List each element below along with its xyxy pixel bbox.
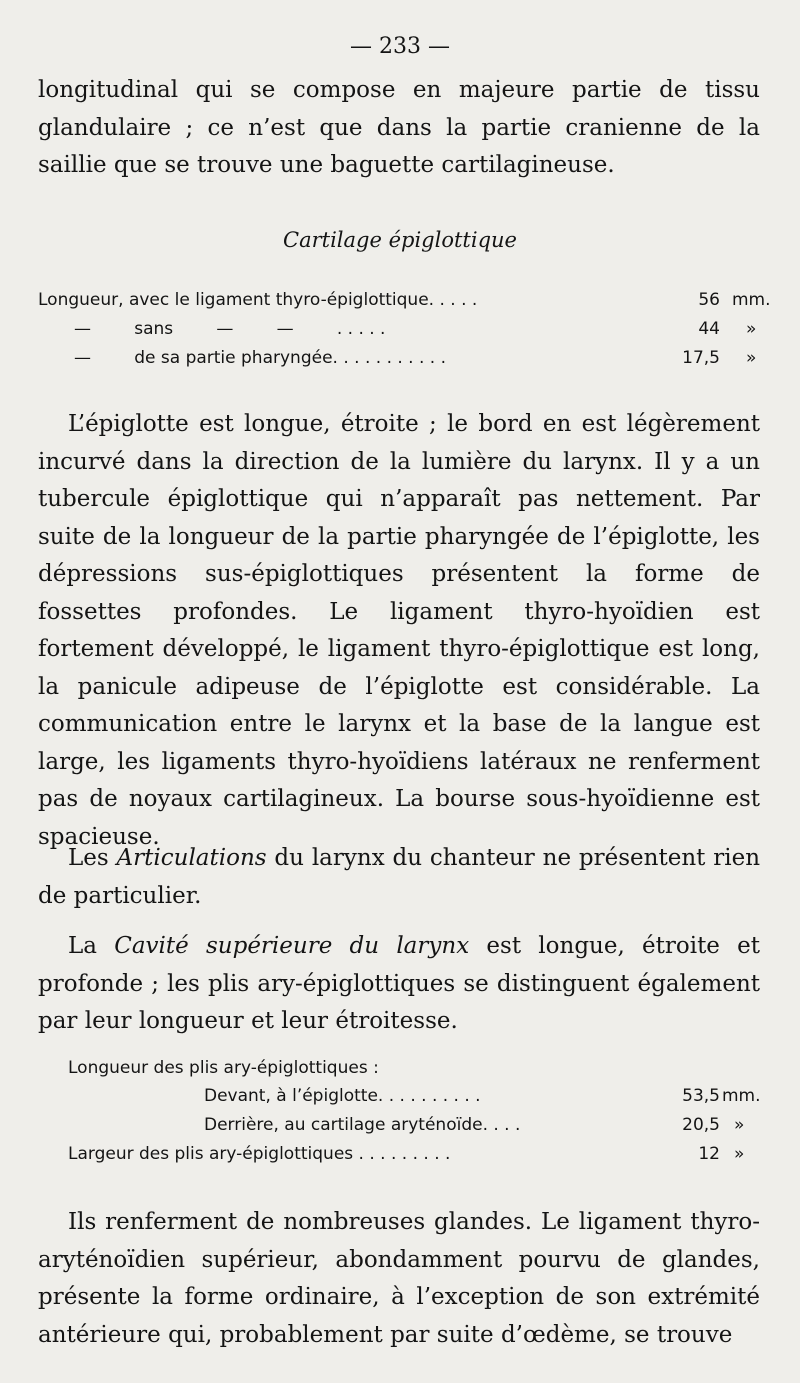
row-label: — sans — — . . . . . bbox=[74, 319, 386, 339]
row-label: Devant, à l’épiglotte. . . . . . . . . . bbox=[204, 1086, 481, 1106]
row-label: — de sa partie pharyngée. . . . . . . . . . . bbox=[74, 348, 447, 368]
text-span: est longue, étroite et profonde ; les plis ary-épiglottiques se distinguent également par leur longueur et leur étroitesse. bbox=[38, 933, 761, 1034]
italic-term: Articulations bbox=[116, 845, 267, 871]
page-number: — 233 — bbox=[350, 34, 450, 59]
row-label: Largeur des plis ary-épiglottiques . . . . . . . . . bbox=[68, 1144, 451, 1164]
row-label: Derrière, au cartilage aryténoïde. . . . bbox=[204, 1115, 521, 1135]
row-unit: » bbox=[734, 1144, 745, 1164]
text-span: Les bbox=[68, 845, 117, 871]
section-heading: Cartilage épiglottique bbox=[283, 228, 517, 252]
row-unit: » bbox=[746, 319, 757, 339]
row-unit: mm. bbox=[732, 290, 771, 310]
row-value: 44 bbox=[698, 319, 720, 339]
text-span: du larynx du chanteur ne présentent rien de particulier. bbox=[38, 845, 761, 909]
paragraph-epiglotte: L’épiglotte est longue, étroite ; le bord en est légèrement incurvé dans la direction de la lumière du larynx. Il y a un tubercule épiglottique qui n’apparaît pas nettement. Par suite de la longueur de la partie pharyngée de l’épiglotte, les dépressions sus-épiglottiques présentent la forme de fossettes profondes. Le ligament thyro-hyoïdien est fortement développé, le ligament thyro-épiglottique est long, la panicule adipeuse de l’épiglotte est considérable. La communication entre le larynx et la base de la langue est large, les ligaments thyro-hyoïdiens latéraux ne renferment pas de noyaux cartilagineux. La bourse sous-hyoïdienne est spacieuse. bbox=[38, 411, 760, 850]
table-header: Longueur des plis ary-épiglottiques : bbox=[68, 1058, 379, 1078]
row-value: 56 bbox=[698, 290, 720, 310]
row-value: 53,5 bbox=[682, 1086, 720, 1106]
paragraph-glandes: Ils renferment de nombreuses glandes. Le ligament thyro-aryténoïdien supérieur, abondamment pourvu de glandes, présente la forme ordinaire, à l’exception de son extrémité antérieure qui, probablement par suite d’œdème, se trouve bbox=[38, 1209, 760, 1348]
row-value: 12 bbox=[698, 1144, 720, 1164]
paragraph-continuation: longitudinal qui se compose en majeure partie de tissu glandulaire ; ce n’est que dans la partie cranienne de la saillie que se trouve une baguette cartilagineuse. bbox=[38, 77, 760, 178]
row-unit: » bbox=[734, 1115, 745, 1135]
row-label: Longueur, avec le ligament thyro-épiglottique. . . . . bbox=[38, 290, 478, 310]
row-unit: » bbox=[746, 348, 757, 368]
italic-term: Cavité supérieure du larynx bbox=[114, 933, 470, 959]
row-unit: mm. bbox=[722, 1086, 761, 1106]
row-value: 17,5 bbox=[682, 348, 720, 368]
row-value: 20,5 bbox=[682, 1115, 720, 1135]
text-span: La bbox=[68, 933, 115, 959]
